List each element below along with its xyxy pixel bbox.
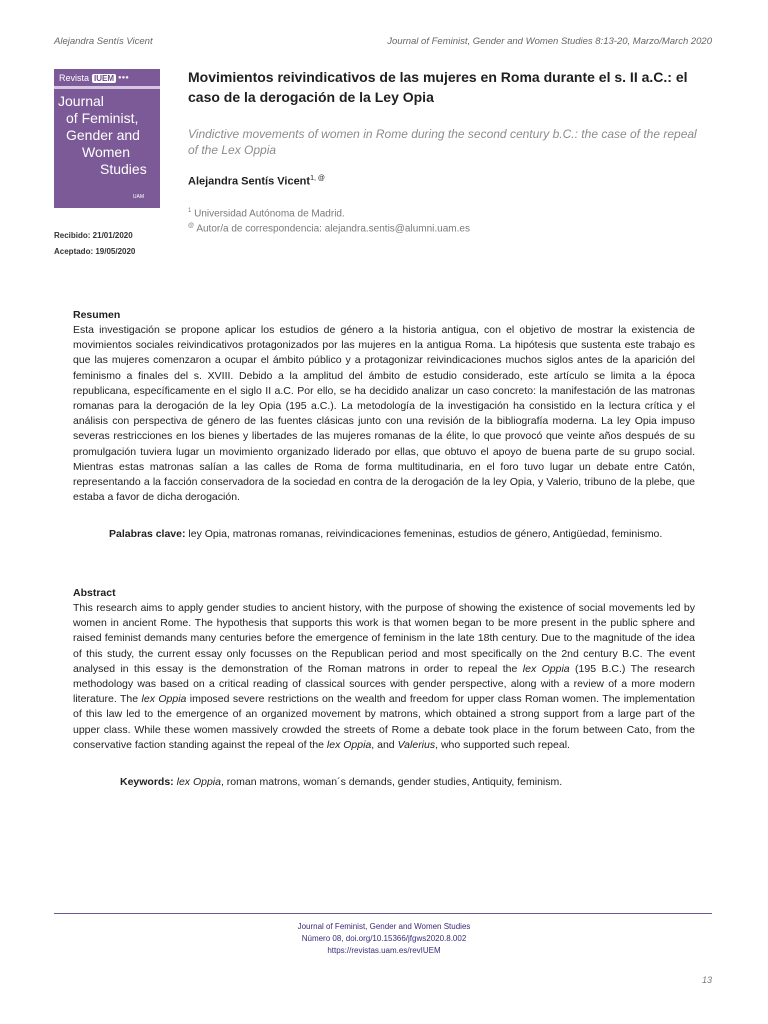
- running-header-journal: Journal of Feminist, Gender and Women Studies 8:13-20, Marzo/March 2020: [387, 36, 712, 47]
- journal-cover-image: [54, 69, 160, 208]
- palabras-clave: [73, 527, 695, 542]
- abstract-italic: Valerius: [397, 738, 436, 751]
- affiliation-line: [188, 205, 470, 220]
- abstract-body: [73, 601, 695, 753]
- cover-header: [54, 69, 160, 83]
- cover-title: [54, 89, 160, 178]
- abstract-text: imposed severe restrictions on the wealth and freedom for upper class Roman women. The implementation of this law led to the emergence of an organized movement by matrons, which obtained a strong support from a large part of the upper class. While these women massively crowded the streets of Rome a debate took place in the forum between Cato, from the conservative faction standing against the repeal of the: [73, 693, 696, 751]
- cover-title-line: Studies: [100, 161, 147, 177]
- abstract-text: , and: [371, 738, 398, 751]
- correspondence-text: Autor/a de correspondencia: alejandra.sentis@alumni.uam.es: [196, 223, 470, 235]
- cover-badge: IUEM: [94, 73, 115, 83]
- cover-title-line: of Feminist,: [66, 110, 139, 126]
- cover-title-line: Women: [82, 144, 130, 160]
- author-marks: 1, @: [310, 175, 325, 182]
- abstract-text: (195 B.C.) The research methodology was based on a critical reading of classical sources with gender perspective, along with a review of a more modern literature. The: [73, 662, 696, 706]
- cover-title-line: Gender and: [66, 127, 140, 143]
- abstract-italic: lex Oppia: [141, 693, 187, 706]
- keywords: [120, 776, 562, 788]
- article-title: Movimientos reivindicativos de las mujeres en Roma durante el s. II a.C.: el caso de la derogación de la Ley Opia: [188, 69, 688, 105]
- palabras-clave-text: ley Opia, matronas romanas, reivindicaciones femeninas, estudios de género, Antigüedad, feminismo.: [188, 528, 663, 540]
- correspondence-line: [188, 220, 470, 235]
- palabras-clave-label: Palabras clave:: [109, 528, 186, 540]
- keywords-text: , roman matrons, woman´s demands, gender studies, Antiquity, feminism.: [220, 776, 563, 788]
- cover-dots-icon: ●●●: [118, 75, 129, 81]
- resumen-heading: Resumen: [73, 309, 121, 321]
- accepted-date: Aceptado: 19/05/2020: [54, 247, 136, 256]
- resumen-body: Esta investigación se propone aplicar los estudios de género a la historia antigua, con el objetivo de mostrar la existencia de movimientos sociales reivindicativos protagonizados por las mujeres en la antigua Roma. La hipótesis que sustenta este trabajo es que las mujeres comenzaron a ocupar el ámbito público y a protagonizar reivindicaciones muchos siglos antes de la aparición del feminismo a finales del s. XVIII. Debido a la amplitud del ámbito de estudio considerado, este artículo se limita a la época republicana, específicamente en el siglo II a.C. Por ello, se ha decidido analizar un caso concreto: la manifestación de las matronas romanas para la derogación de la ley Opia (195 a.C.). La metodología de la investigación ha consistido en la lectura crítica y el análisis con perspectiva de género de las fuentes clásicas junto con una revisión de la bibliografía moderna. La ley Opia impuso severas restricciones en los bienes y libertades de las mujeres romanas de la élite, lo que provocó que veinte años después de su promulgación tuviera lugar un movimiento organizado liderado por ellas, que obtuvo el apoyo de buena parte de su grupo social. Mientras estas matronas salían a las calles de Roma de forma multitudinaria, en el foro tuvo lugar un debate entre Catón, representando a la facción conservadora de la sociedad en contra de la derogación de la ley Opia, y Valerio, tribuno de la plebe, que estaba a favor de dicha derogación.: [73, 324, 695, 504]
- author-name: [188, 175, 325, 188]
- abstract-italic: lex Oppia: [326, 738, 372, 751]
- affiliation-mark: 1: [188, 208, 192, 214]
- received-date: Recibido: 21/01/2020: [54, 231, 133, 240]
- affiliation-text: Universidad Autónoma de Madrid.: [194, 208, 345, 220]
- affiliations: [188, 205, 470, 236]
- keywords-italic: lex Oppia: [176, 776, 221, 788]
- article-subtitle: Vindictive movements of women in Rome during the second century b.C.: the case of the repeal of the Lex Oppia: [188, 127, 697, 157]
- footer-journal: Journal of Feminist, Gender and Women Studies: [297, 922, 471, 931]
- keywords-label: Keywords:: [120, 776, 174, 788]
- abstract-heading: Abstract: [73, 587, 116, 599]
- cover-logo: UAM: [132, 194, 144, 200]
- cover-label: Revista: [59, 73, 90, 83]
- running-header-author: Alejandra Sentís Vicent: [54, 36, 153, 47]
- correspondence-mark: @: [188, 223, 195, 230]
- page-number: 13: [701, 975, 712, 985]
- abstract-text: , who supported such repeal.: [435, 738, 570, 751]
- abstract-italic: lex Oppia: [522, 662, 570, 675]
- footer-url[interactable]: https://revistas.uam.es/revIUEM: [327, 946, 441, 955]
- footer-doi: Número 08, doi.org/10.15366/jfgws2020.8.002: [301, 934, 467, 943]
- cover-title-line: Journal: [58, 93, 104, 109]
- abstract-text: This research aims to apply gender studies to ancient history, with the purpose of showing the existence of social movements led by women in ancient Rome. The hypothesis that supports this work is that women began to be more present in the public sphere and raised feminist demands many centuries before the emergence of feminism in the late 18th century. Due to the magnitude of the idea of this study, the current essay only focusses on the Republican period and most specifically on the 2nd century B.C. The event analysed in this essay is the demonstration of the Roman matrons in order to repeal the: [73, 602, 695, 675]
- footer-divider: [54, 913, 712, 914]
- author-name-text: Alejandra Sentís Vicent: [188, 175, 311, 188]
